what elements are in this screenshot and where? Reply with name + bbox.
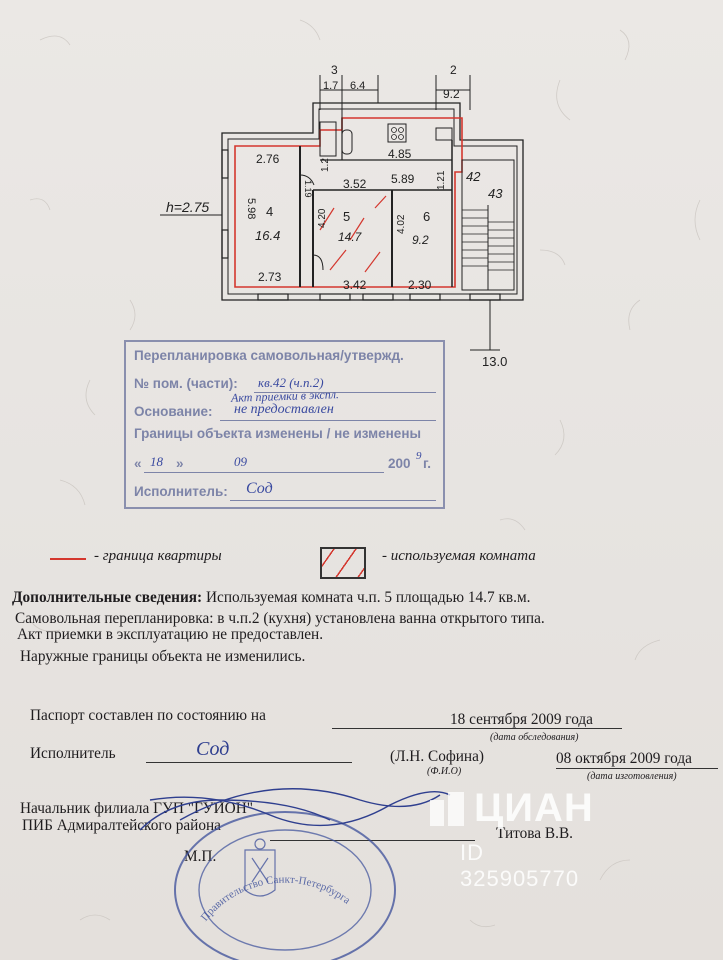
- corridor-left-dim: 1.2: [320, 158, 331, 172]
- stamp-basis-label: Основание:: [134, 404, 213, 419]
- section-3-number: 3: [331, 63, 338, 77]
- legend-room-label: - используемая комната: [382, 548, 536, 564]
- chief-line-1: Начальник филиала ГУП "ГУИОН": [20, 800, 254, 817]
- passport-date-note: (дата обследования): [490, 732, 579, 743]
- redevelopment-stamp: [124, 340, 445, 509]
- chief-line-2: ПИБ Адмиралтейского района: [22, 817, 221, 834]
- section-3-value2: 6.4: [350, 80, 366, 92]
- stamp-number-value: кв.42 (ч.п.2): [258, 375, 324, 390]
- stamp-number-label: № пом. (части):: [134, 376, 238, 391]
- chief-signature-scribble: [140, 789, 450, 830]
- room-6-dim-bottom: 2.30: [408, 278, 432, 292]
- info-line-3: Акт приемки в эксплуатацию не предоставлен.: [17, 626, 324, 643]
- info-line-1-text: Используемая комната ч.п. 5 площадью 14.7 кв.м.: [205, 589, 531, 606]
- stamp-executor-line: [230, 500, 436, 501]
- cian-listing-id: ID 325905770: [460, 840, 580, 891]
- room-4-number: 4: [266, 204, 274, 219]
- room-4-dim-top: 2.76: [256, 152, 280, 166]
- corridor-left-dim2: 1.19: [303, 180, 313, 198]
- passport-made-date: 08 октября 2009 года: [556, 750, 692, 767]
- stamp-executor-label: Исполнитель:: [134, 484, 228, 499]
- section-2-number: 2: [450, 63, 457, 77]
- passport-fio-note: (Ф.И.О): [427, 766, 462, 777]
- legend-border-label: - граница квартиры: [94, 548, 222, 564]
- room-5-area: 14.7: [338, 230, 362, 244]
- info-heading: Дополнительные сведения:: [12, 589, 203, 606]
- building-width: 13.0: [482, 354, 508, 369]
- info-line-2: Самовольная перепланировка: в ч.п.2 (кухня) установлена ванна открытого типа.: [15, 610, 545, 627]
- stamp-date-year-suffix: 9: [416, 450, 422, 462]
- plan-walls: [160, 75, 523, 350]
- cian-logo-icon: [428, 790, 468, 830]
- cian-brand: ЦИАН: [474, 786, 594, 830]
- corridor-right-dim: 1.21: [436, 170, 447, 190]
- room-4-area: 16.4: [255, 228, 281, 243]
- passport-label: Паспорт составлен по состоянию на: [30, 707, 266, 724]
- room-4-dim-bottom: 2.73: [258, 270, 282, 284]
- stamp-date-suffix: г.: [423, 456, 432, 471]
- stamp-executor-sign: Сод: [246, 480, 273, 497]
- kitchen-area: 4.85: [388, 147, 412, 161]
- kitchen-dim: 5.89: [391, 172, 415, 186]
- chief-mp: М.П.: [184, 848, 217, 865]
- passport-date: 18 сентября 2009 года: [450, 711, 593, 728]
- stamp-date-month: 09: [234, 454, 247, 469]
- room-5-dim-bottom: 3.42: [343, 278, 367, 292]
- passport-executor-sign: Сод: [196, 738, 230, 760]
- passport-executor-label: Исполнитель: [30, 745, 116, 762]
- stair-sub: 43: [488, 186, 503, 201]
- stamp-basis-value: не предоставлен: [234, 402, 334, 417]
- legend-room-swatch: [320, 547, 366, 579]
- room-6-area: 9.2: [412, 233, 429, 247]
- stamp-date-day: 18: [150, 454, 163, 469]
- info-line-4: Наружные границы объекта не изменились.: [20, 648, 306, 665]
- stamp-date-year-prefix: 200: [388, 456, 411, 471]
- stamp-borders-label: Границы объекта изменены / не изменены: [134, 426, 422, 441]
- legend-border-swatch: [50, 558, 86, 560]
- chief-name: Титова В.В.: [496, 825, 573, 842]
- passport-executor-name: (Л.Н. Софина): [390, 748, 485, 765]
- room-5-dim-top: 3.52: [343, 177, 367, 191]
- room-4-dim-side: 5.98: [245, 198, 257, 220]
- room-6-number: 6: [423, 209, 431, 224]
- room-5-dim-left: 4.20: [317, 208, 328, 228]
- stamp-date-open: «: [134, 456, 142, 471]
- room-6-dim-left: 4.02: [396, 214, 407, 234]
- passport-executor-line: [146, 762, 352, 763]
- stamp-number-note: Акт приемки в экспл.: [230, 387, 340, 405]
- info-line-1: [12, 589, 530, 607]
- passport-made-line: [556, 768, 718, 769]
- stamp-title: Перепланировка самовольная/утвержд.: [134, 348, 404, 363]
- passport-made-note: (дата изготовления): [587, 771, 677, 782]
- stamp-basis-line: [220, 420, 436, 421]
- ceiling-height-label: h=2.75: [166, 199, 210, 215]
- stamp-date-line: [144, 472, 384, 473]
- section-3-value1: 1.7: [323, 80, 339, 92]
- section-2-value: 9.2: [443, 87, 460, 101]
- room-5-number: 5: [343, 209, 351, 224]
- floor-plan: [0, 0, 723, 369]
- stair-number: 42: [466, 169, 481, 184]
- seal-text: Правительство Санкт-Петербурга: [198, 873, 353, 924]
- stamp-date-close: »: [176, 456, 184, 471]
